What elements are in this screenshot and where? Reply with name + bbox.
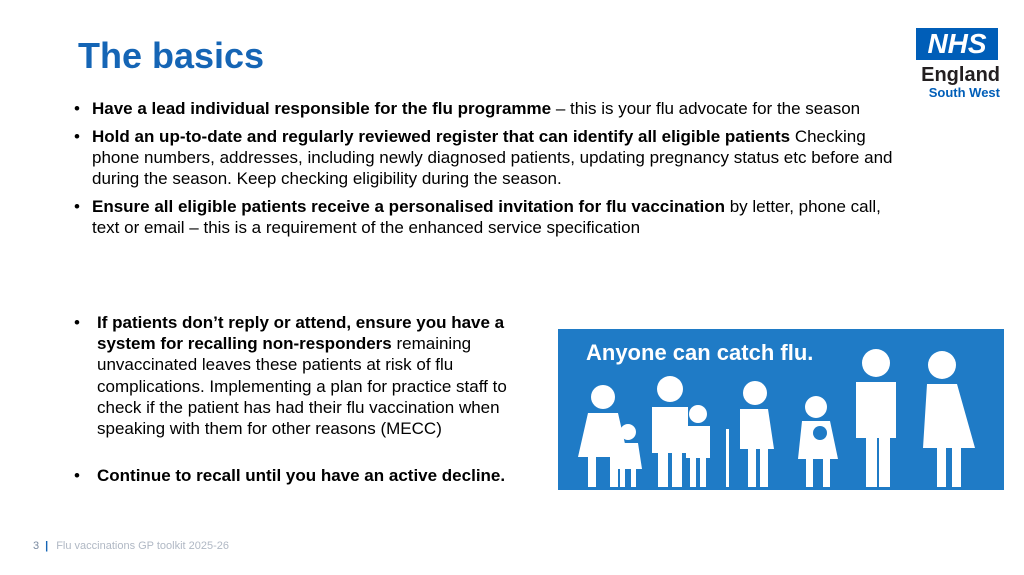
footer-label: Flu vaccinations GP toolkit 2025-26 bbox=[56, 540, 230, 552]
logo-region-name: South West bbox=[928, 85, 1000, 100]
bullet-bold: Have a lead individual responsible for the flu programme bbox=[92, 99, 552, 118]
bullet-bold: Ensure all eligible patients receive a personalised invitation for flu vaccination bbox=[92, 197, 725, 216]
bullet-text: – this is your flu advocate for the season bbox=[551, 99, 861, 118]
page-number: 3 bbox=[33, 540, 40, 552]
bullet-bold: Continue to recall until you have an active decline. bbox=[97, 466, 506, 486]
bullet-bold: Hold an up-to-date and regularly reviewed register that can identify all eligible patients bbox=[92, 127, 791, 146]
nhs-england-logo bbox=[912, 28, 1002, 100]
page-title: The basics bbox=[78, 35, 265, 76]
footer-separator: | bbox=[45, 540, 49, 552]
bullet-bold: If patients don’t reply or attend, ensure you have a system for recalling non-responders bbox=[97, 313, 505, 354]
flu-poster-image bbox=[558, 329, 1004, 490]
bullet-text: remaining unvaccinated leaves these patients at risk of flu complications. Implementing a plan for practice staff to check if the patient has had their flu vaccination when speaking with them for other reasons (MECC) bbox=[97, 334, 507, 439]
footer bbox=[33, 540, 229, 552]
bullet-item bbox=[74, 126, 894, 189]
bullet-item bbox=[74, 196, 894, 238]
bullet-text: Checking phone numbers, addresses, including newly diagnosed patients, updating pregnancy status etc before and during the season. Keep checking eligibility during the season. bbox=[92, 127, 893, 188]
bullet-list-bottom bbox=[74, 312, 554, 486]
bullet-text: by letter, phone call, text or email – this is a requirement of the enhanced service specification bbox=[92, 197, 881, 237]
nhs-logo-mark: NHS bbox=[916, 28, 998, 60]
bullet-item bbox=[74, 312, 554, 439]
poster-caption: Anyone can catch flu. bbox=[586, 340, 814, 365]
bullet-item bbox=[74, 98, 894, 119]
logo-org-name: England bbox=[921, 64, 1000, 86]
bullet-list-top bbox=[74, 98, 894, 245]
bullet-item bbox=[74, 465, 554, 486]
